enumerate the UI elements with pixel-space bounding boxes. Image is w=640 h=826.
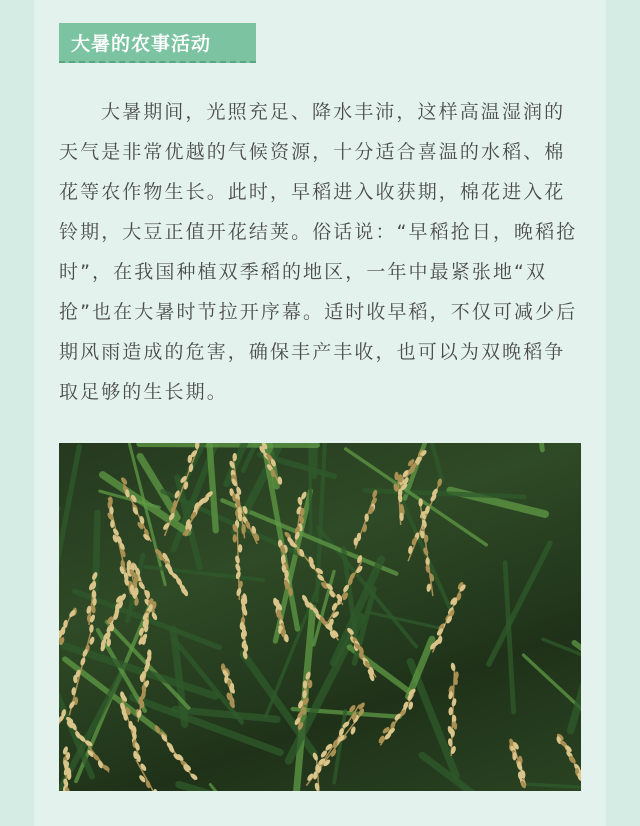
rice-leaf [310,443,311,533]
rice-ear [106,496,134,594]
rice-ear [508,738,527,789]
rice-leaf [505,563,514,712]
rice-leaf [65,646,216,696]
rice-leaf [59,447,79,606]
rice-leaf [489,543,550,664]
rice-leaf [206,443,216,530]
rice-ear [354,489,379,549]
rice-leaf [530,443,542,450]
section-title-bar [59,23,256,63]
rice-ear [135,753,175,791]
rice-leaf [571,548,581,731]
article-paragraph: 大暑期间，光照充足、降水丰沛，这样高温湿润的天气是非常优越的气候资源，十分适合喜温的水稻、棉花等农作物生长。此时，早稻进入收获期，棉花进入花铃期，大豆正值开花结荚。俗话说：“早稻抢日，晚稻抢时”，在我国种植双季稻的地区，一年中最紧张地“双抢”也在大暑时节拉开序幕。适时收早稻，不仅可减少后期风雨造成的危害，确保丰产丰收，也可以为双晚稻争取足够的生长期。 [59,101,578,403]
rice-leaf [179,785,269,791]
rice-ear [555,733,581,783]
rice-ear [154,724,199,781]
rice-ear [240,593,249,660]
rice-leaf [314,443,315,477]
rice-leaf [365,490,524,496]
rice-field-photo [59,443,581,791]
rice-ear [68,624,95,715]
rice-leaf [139,444,317,445]
rice-leaf [210,785,299,791]
rice-ear [447,662,459,756]
rice-leaf [366,612,442,629]
rice-leaf [528,784,581,790]
rice-leaf [422,755,516,791]
rice-field-illustration [59,443,581,791]
section-title: 大暑的农事活动 [71,32,212,55]
rice-ear [398,449,427,492]
